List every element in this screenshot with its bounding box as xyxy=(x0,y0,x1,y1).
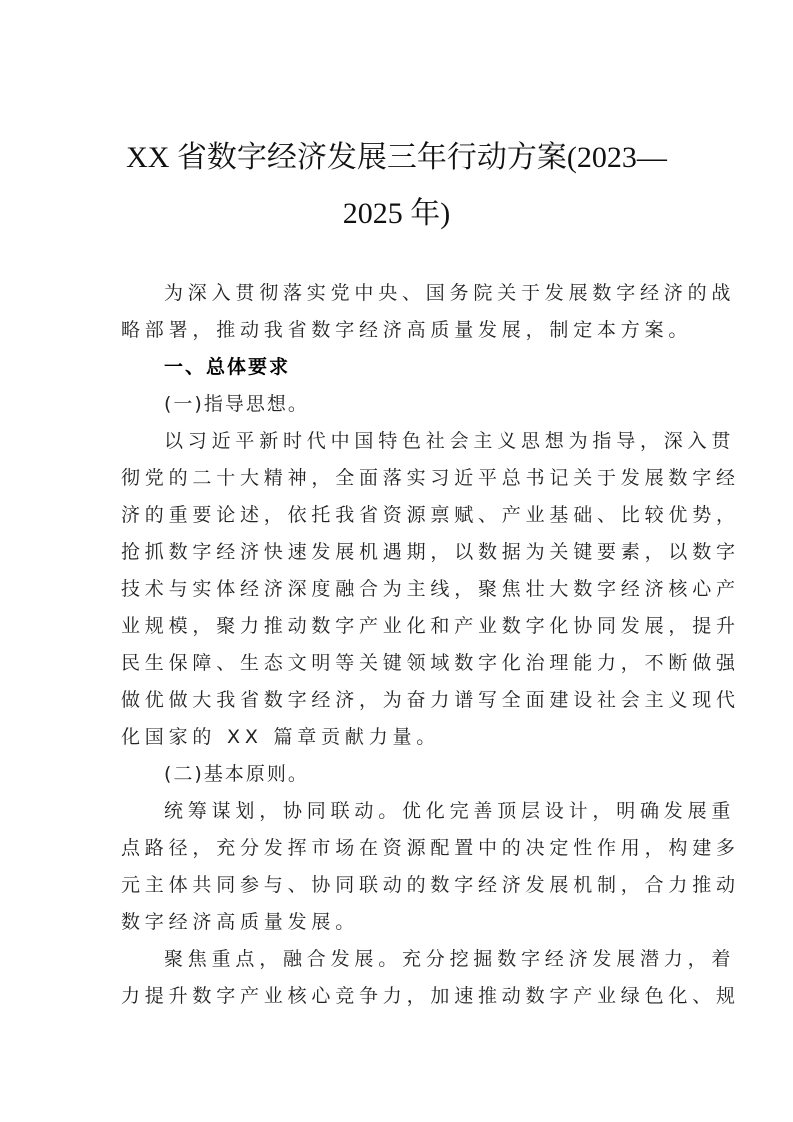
paragraph-line: 略部署，推动我省数字经济高质量发展，制定本方案。 xyxy=(121,319,693,341)
section-heading: 一、总体要求 xyxy=(164,356,291,378)
paragraph-line: 聚焦重点，融合发展。充分挖掘数字经济发展潜力，着 xyxy=(164,948,736,970)
document-title-line-1: XX 省数字经济发展三年行动方案(2023— xyxy=(126,141,667,174)
paragraph-line: 点路径，充分发挥市场在资源配置中的决定性作用，构建多 xyxy=(121,837,740,859)
paragraph-line: 民生保障、生态文明等关键领域数字化治理能力，不断做强 xyxy=(121,652,740,674)
paragraph-line: 彻党的二十大精神，全面落实习近平总书记关于发展数字经 xyxy=(121,467,740,489)
paragraph-line: 业规模，聚力推动数字产业化和产业数字化协同发展，提升 xyxy=(121,615,740,637)
document-title-line-2: 2025 年) xyxy=(342,197,451,230)
paragraph-line: 抢抓数字经济快速发展机遇期，以数据为关键要素，以数字 xyxy=(121,541,740,563)
paragraph-line: 做优做大我省数字经济，为奋力谱写全面建设社会主义现代 xyxy=(121,689,740,711)
paragraph-line: 统筹谋划，协同联动。优化完善顶层设计，明确发展重 xyxy=(164,800,736,822)
subsection-heading: (二)基本原则。 xyxy=(164,763,309,785)
paragraph-line: 数字经济高质量发展。 xyxy=(121,911,360,933)
subsection-heading: (一)指导思想。 xyxy=(164,393,309,415)
paragraph-line: 为深入贯彻落实党中央、国务院关于发展数字经济的战 xyxy=(164,282,736,304)
paragraph-line: 济的重要论述，依托我省资源禀赋、产业基础、比较优势， xyxy=(121,504,740,526)
paragraph-line: 技术与实体经济深度融合为主线，聚焦壮大数字经济核心产 xyxy=(121,578,740,600)
paragraph-line: 以习近平新时代中国特色社会主义思想为指导，深入贯 xyxy=(164,430,736,452)
paragraph-line: 力提升数字产业核心竞争力，加速推动数字产业绿色化、规 xyxy=(121,985,740,1007)
paragraph-line: 元主体共同参与、协同联动的数字经济发展机制，合力推动 xyxy=(121,874,740,896)
paragraph-line: 化国家的 XX 篇章贡献力量。 xyxy=(121,726,441,748)
